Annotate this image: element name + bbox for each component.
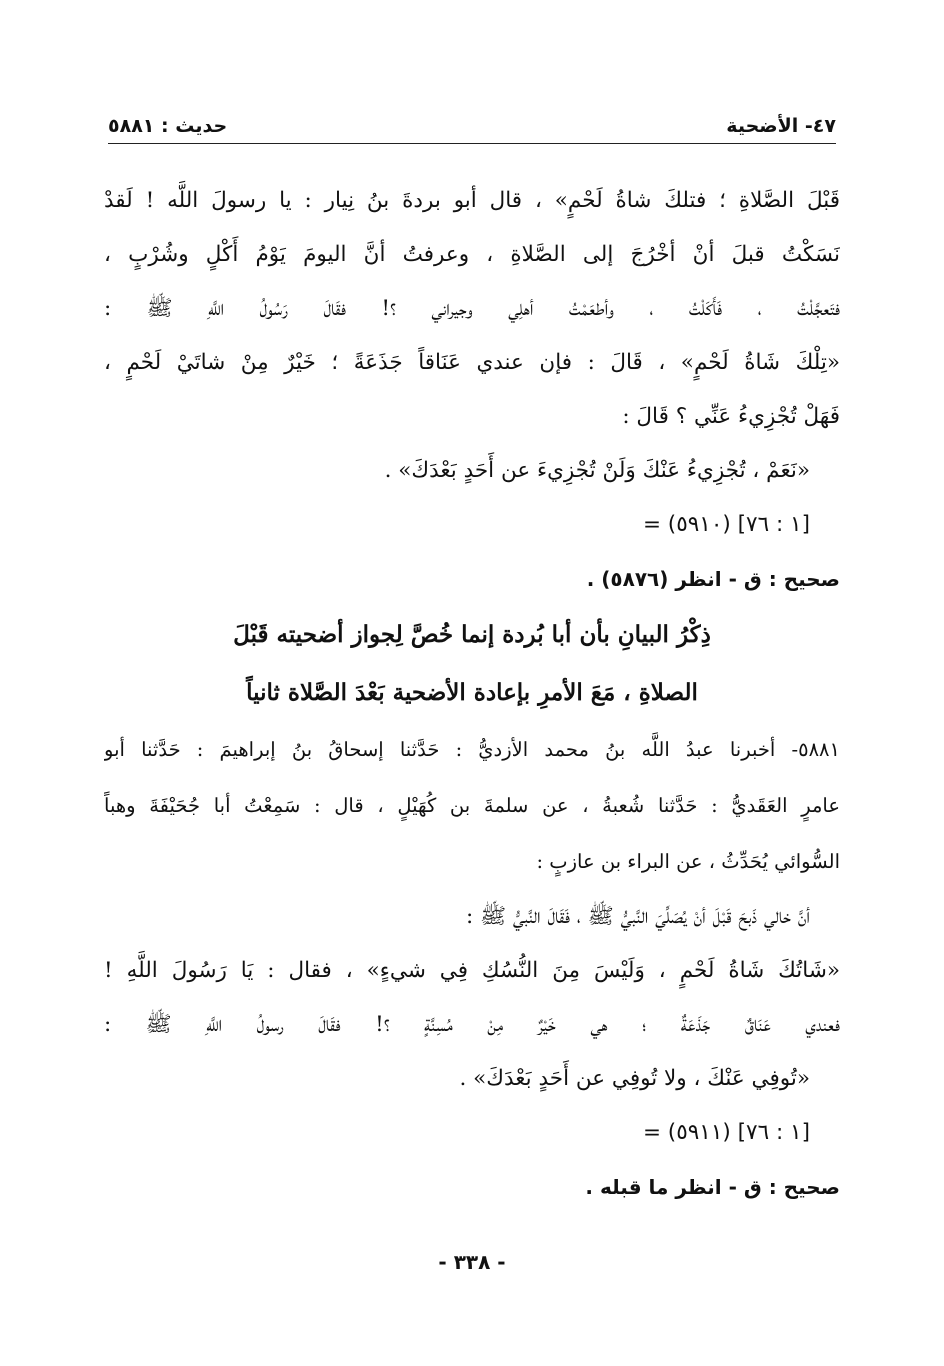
grading-note: صحيح : ق - انظر ما قبله . <box>585 1175 840 1199</box>
text-line: فَهَلْ تُجْزِيءُ عَنِّي ؟ قَالَ : <box>622 404 840 429</box>
text-line: قَبْلَ الصَّلاةِ ؛ فتلكَ شاةُ لَحْمٍ» ، قال أبو بردةَ بنُ نِيار : يا رسولَ اللَّه ! لَقدْ <box>104 188 840 213</box>
body-text <box>104 174 840 1214</box>
text-line: «تِلْكَ شَاةُ لَحْمٍ» ، قَالَ : فإن عندي عَنَاقاً جَذَعَةً ؛ خَيْرٌ مِنْ شاتَيْ لَحْمٍ ، <box>104 350 840 375</box>
section-heading: الصلاةِ ، مَعَ الأمرِ بإعادة الأضحية بَعْدَ الصَّلاة ثانياً <box>246 679 698 706</box>
running-header <box>108 108 836 144</box>
grading-note: صحيح : ق - انظر (٥٨٧٦) . <box>586 567 840 591</box>
cross-reference: = (٥٩١١) [١ : ٧٦] <box>642 1120 810 1145</box>
text-line: فعندي عَنَاقٌ جَذَعَةٌ ؛ هي خَيْرٌ مِنْ مُسِنَّةٍ ؟! فقَالَ رسولُ اللَّهِ ﷺ : <box>104 1012 840 1037</box>
text-line: «نَعَمْ ، تُجْزِيءُ عَنْكَ وَلَنْ تُجْزِيءَ عن أَحَدٍ بَعْدَكَ» . <box>384 458 810 483</box>
isnad-line: عامرٍ العَقَديُّ : حَدَّثنا شُعبةُ ، عن سلمةَ بن كُهَيْلٍ ، قال : سَمِعْتُ أبا جُحَيْفَةَ وهباً <box>104 794 840 817</box>
text-line: أنَّ خالي ذَبحَ قَبْلَ أنْ يُصَلِّيَ النَّبيُّ ﷺ ، فَقَالَ النَّبيُّ ﷺ : <box>466 904 810 929</box>
isnad-line: ٥٨٨١- أخبرنا عبدُ اللَّه بنُ محمد الأزديُّ : حَدَّثنا إسحاقُ بنُ إبراهيمَ : حَدَّثنا أبو <box>104 738 840 761</box>
text-line: فتَعجَّلْتُ ، فَأَكَلْتُ ، وأطعَمْتُ أهلِي وجيراني ؟! فقَالَ رَسُولُ اللَّهِ ﷺ : <box>104 296 840 321</box>
chapter-title: ٤٧- الأضحية <box>726 115 836 137</box>
isnad-line: السُّوائي يُحَدِّثُ ، عن البراء بن عازبٍ : <box>536 850 840 873</box>
hadith-reference: حديث : ٥٨٨١ <box>108 115 228 137</box>
text-line: «شَاتُكَ شَاةُ لَحْمٍ ، وَلَيْسَ مِنَ النُّسُكِ فِي شيءٍ» ، فقال : يَا رَسُولَ اللَّهِ ! <box>104 958 840 983</box>
text-line: نَسَكْتُ قبلَ أنْ أخْرُجَ إلى الصَّلاةِ ، وعرفتُ أنَّ اليومَ يَوْمُ أَكْلٍ وشُرْبٍ ، <box>104 242 840 267</box>
cross-reference: = (٥٩١٠) [١ : ٧٦] <box>642 512 810 537</box>
section-heading: ذِكْرُ البيانِ بأن أبا بُردة إنما خُصَّ لِجواز أضحيته قَبْلَ <box>233 621 711 648</box>
page-number: - ٣٣٨ - <box>438 1250 506 1274</box>
text-line: «تُوفِي عَنْكَ ، ولا تُوفِي عن أَحَدٍ بَعْدَكَ» . <box>459 1066 810 1091</box>
